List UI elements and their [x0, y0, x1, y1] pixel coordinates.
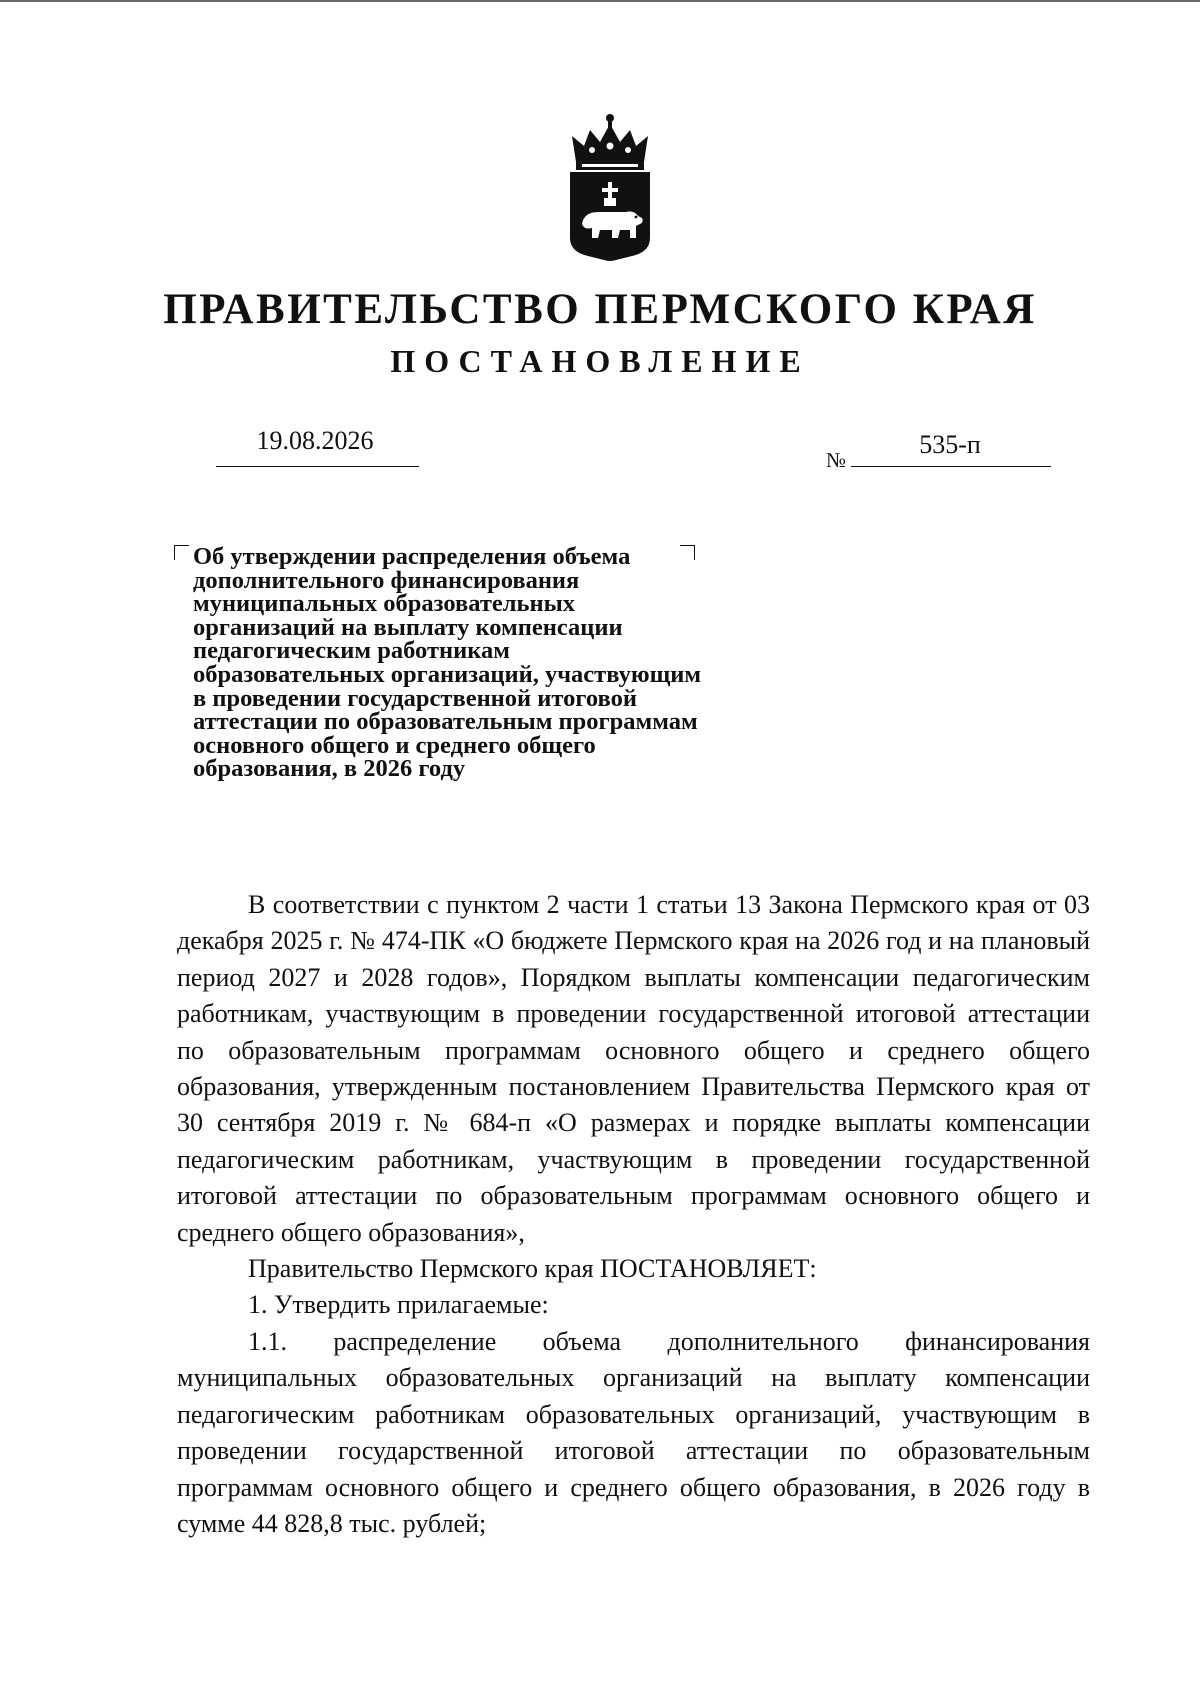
preamble-paragraph: В соответствии с пунктом 2 части 1 статьи 13 Закона Пермского края от 03 декабря 2025 г. № 474-ПК «О бюджете Пермского края на 2026 год и на плановый период 2027 и 2028 годов», Порядком выплаты компенсации педагогическим работникам, участвующим в проведении государственной итоговой аттестации по образовательным программам основного общего и среднего общего образования, утвержденным постановлением Правительства Пермского края от 30 сентября 2019 г. № 684-п «О размерах и порядке выплаты компенсации педагогическим работникам, участвующим в проведении государственной итоговой аттестации по образовательным программам основного общего и среднего общего образования»,: [177, 890, 1090, 1247]
resolves-paragraph: Правительство Пермского края ПОСТАНОВЛЯЕТ:: [248, 1254, 817, 1284]
scan-top-edge: [0, 0, 1200, 2]
subject-corner-mark-left: [174, 545, 189, 560]
date-underline: [216, 466, 419, 467]
subject-line: основного общего и среднего общего: [193, 731, 596, 759]
subject-line: педагогическим работникам: [193, 637, 510, 665]
subject-line: аттестации по образовательным программам: [193, 708, 698, 736]
subject-line: организаций на выплату компенсации: [193, 613, 623, 641]
government-title: ПРАВИТЕЛЬСТВО ПЕРМСКОГО КРАЯ: [163, 286, 1037, 333]
subject-line: образования, в 2026 году: [193, 755, 466, 783]
subject-line: в проведении государственной итоговой: [193, 684, 637, 712]
subject-line: муниципальных образовательных: [193, 590, 575, 618]
perm-krai-coat-of-arms-icon: [562, 112, 658, 266]
subject-line: образовательных организаций, участвующим: [193, 660, 702, 688]
document-subject: [193, 545, 813, 781]
document-type: ПОСТАНОВЛЕНИЕ: [390, 343, 810, 379]
document-number: 535-п: [919, 430, 981, 459]
item-1-paragraph: 1. Утвердить прилагаемые:: [248, 1290, 549, 1320]
subject-line: дополнительного финансирования: [193, 566, 580, 594]
number-underline: [851, 466, 1051, 467]
subject-line: Об утверждении распределения объема: [193, 543, 631, 570]
document-date: 19.08.2026: [256, 426, 374, 455]
document-body: [177, 887, 1090, 1542]
number-sign: №: [826, 448, 847, 472]
item-1-1-paragraph: 1.1. распределение объема дополнительного финансирования муниципальных образовательных организаций на выплату компенсации педагогическим работникам образовательных организаций, участвующим в проведении государственной итоговой аттестации по образовательным программам основного общего и среднего общего образования, в 2026 году в сумме 44 828,8 тыс. рублей;: [177, 1326, 1090, 1538]
